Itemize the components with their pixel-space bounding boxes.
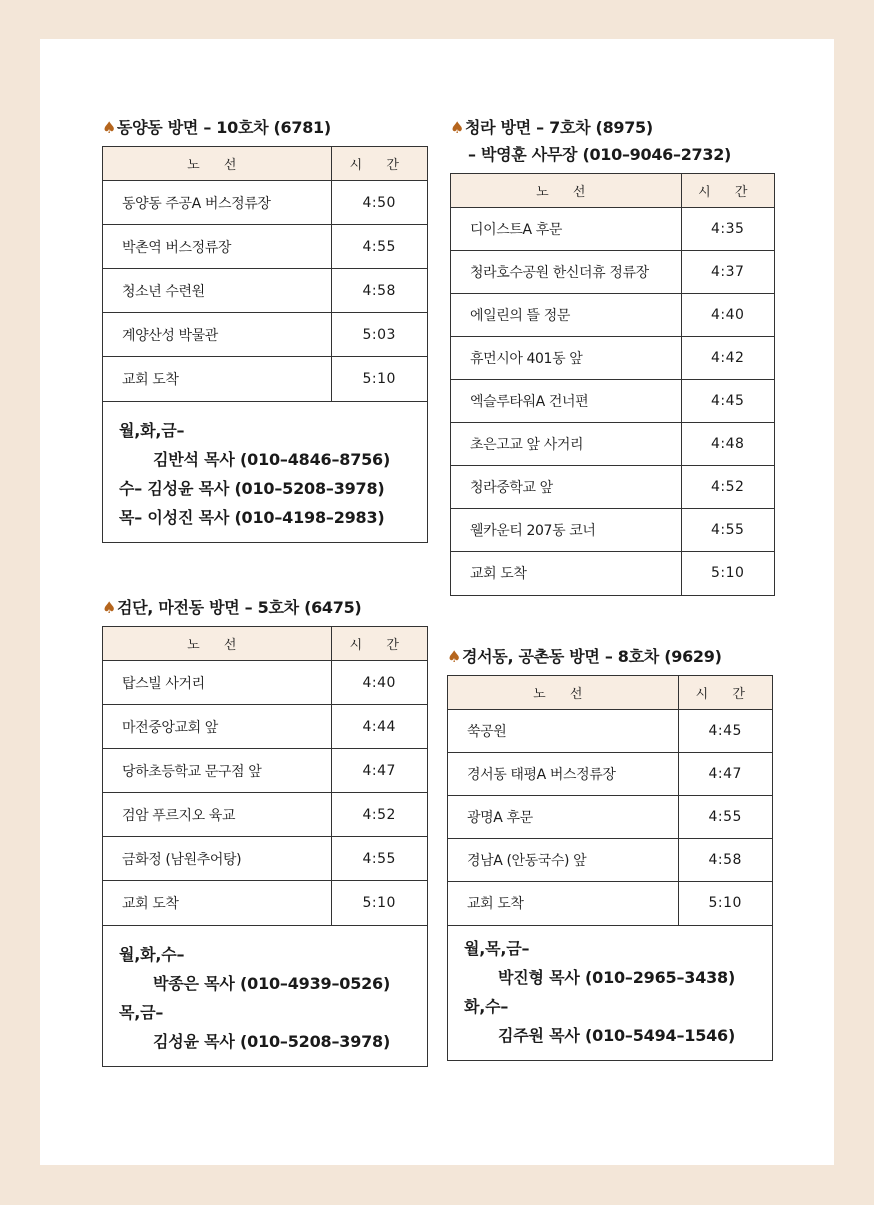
section-geomdan <box>102 598 428 1067</box>
contact-days: 월,화,금– <box>119 420 185 440</box>
stop-time: 5:10 <box>331 881 427 925</box>
stop-name: 교회 도착 <box>122 371 179 388</box>
spade-icon: ♠ <box>102 118 117 137</box>
section-title <box>102 598 428 618</box>
stop-time: 4:40 <box>331 661 427 705</box>
section-gyeongseo <box>447 647 773 1061</box>
route-table <box>103 147 427 401</box>
contacts <box>103 401 427 542</box>
stop-time: 4:44 <box>331 705 427 749</box>
table-row <box>103 357 427 401</box>
contact-line: 김성윤 목사 (010–5208–3978) <box>153 1031 391 1051</box>
stop-name: 청소년 수련원 <box>103 269 331 313</box>
table-row <box>451 509 774 552</box>
section-title <box>447 647 773 667</box>
spade-icon: ♠ <box>102 598 117 617</box>
route-box <box>447 675 773 1061</box>
stop-name: 금화정 (남원추어탕) <box>103 837 331 881</box>
stop-time: 4:48 <box>681 423 774 466</box>
stop-time: 4:35 <box>681 208 774 251</box>
stop-time: 4:40 <box>681 294 774 337</box>
stop-time: 4:50 <box>331 181 427 225</box>
section-title-text: 경서동, 공촌동 방면 – 8호차 (9629) <box>462 647 722 666</box>
contact-line: 김주원 목사 (010–5494–1546) <box>498 1025 736 1045</box>
stop-time: 4:47 <box>678 753 772 796</box>
table-row <box>103 837 427 881</box>
table-header-row <box>103 627 427 661</box>
stop-time: 4:45 <box>678 710 772 753</box>
table-row <box>103 793 427 837</box>
stop-time: 4:52 <box>681 466 774 509</box>
stop-time: 5:10 <box>331 357 427 401</box>
stop-name: 초은고교 앞 사거리 <box>451 423 681 466</box>
contact-line: 김반석 목사 (010–4846–8756) <box>153 449 391 469</box>
section-title <box>102 118 428 138</box>
stop-name: 청라호수공원 한신더휴 정류장 <box>451 251 681 294</box>
route-box <box>102 626 428 1067</box>
time-header: 시 간 <box>331 147 427 181</box>
stop-time: 4:58 <box>678 839 772 882</box>
table-row <box>448 796 772 839</box>
route-header: 노 선 <box>451 174 681 208</box>
stop-name: 박촌역 버스정류장 <box>103 225 331 269</box>
route-box <box>102 146 428 543</box>
table-row <box>103 661 427 705</box>
table-row <box>103 269 427 313</box>
stop-name: 당하초등학교 문구점 앞 <box>103 749 331 793</box>
time-header: 시 간 <box>678 676 772 710</box>
stop-name: 웰카운티 207동 코너 <box>451 509 681 552</box>
table-row <box>448 753 772 796</box>
stop-name: 검암 푸르지오 육교 <box>103 793 331 837</box>
table-header-row <box>103 147 427 181</box>
stop-name: 휴먼시아 401동 앞 <box>451 337 681 380</box>
contact-line: 수– 김성윤 목사 (010–5208–3978) <box>119 478 385 498</box>
stop-time: 5:03 <box>331 313 427 357</box>
stop-name: 마전중앙교회 앞 <box>103 705 331 749</box>
route-box <box>450 173 775 596</box>
table-row <box>451 251 774 294</box>
stop-name: 엑슬루타워A 건너편 <box>451 380 681 423</box>
time-header: 시 간 <box>331 627 427 661</box>
section-title-text: 검단, 마전동 방면 – 5호차 (6475) <box>117 598 362 617</box>
section-dongyang <box>102 118 428 543</box>
section-title-text: 동양동 방면 – 10호차 (6781) <box>117 118 331 137</box>
table-row <box>103 705 427 749</box>
table-row <box>451 294 774 337</box>
table-row <box>103 181 427 225</box>
table-row <box>451 552 774 595</box>
spade-icon: ♠ <box>450 118 465 137</box>
section-title <box>450 118 775 138</box>
section-subtitle: – 박영훈 사무장 (010–9046–2732) <box>468 145 732 164</box>
stop-time: 4:55 <box>678 796 772 839</box>
route-table <box>103 627 427 925</box>
route-header: 노 선 <box>103 147 331 181</box>
stop-time: 4:45 <box>681 380 774 423</box>
stop-name: 탑스빌 사거리 <box>103 661 331 705</box>
stop-name: 교회 도착 <box>467 896 524 913</box>
stop-time: 4:47 <box>331 749 427 793</box>
stop-time: 4:55 <box>331 225 427 269</box>
stop-name: 교회 도착 <box>470 566 527 583</box>
stop-name: 계양산성 박물관 <box>103 313 331 357</box>
section-cheongna <box>450 118 775 596</box>
stop-name: 교회 도착 <box>122 895 179 912</box>
table-row <box>103 749 427 793</box>
table-header-row <box>451 174 774 208</box>
spade-icon: ♠ <box>447 647 462 666</box>
stop-time: 4:55 <box>681 509 774 552</box>
table-row <box>451 337 774 380</box>
stop-time: 4:37 <box>681 251 774 294</box>
contact-line: 목– 이성진 목사 (010–4198–2983) <box>119 507 385 527</box>
contact-days: 화,수– <box>464 996 509 1016</box>
route-table <box>451 174 774 595</box>
contact-days: 월,목,금– <box>464 938 530 958</box>
table-row <box>448 882 772 925</box>
table-row <box>451 423 774 466</box>
route-header: 노 선 <box>448 676 678 710</box>
stop-name: 광명A 후문 <box>448 796 678 839</box>
stop-time: 4:42 <box>681 337 774 380</box>
stop-name: 에일린의 뜰 정문 <box>451 294 681 337</box>
contact-days: 월,화,수– <box>119 944 185 964</box>
stop-time: 4:58 <box>331 269 427 313</box>
stop-time: 4:52 <box>331 793 427 837</box>
contact-line: 박종은 목사 (010–4939–0526) <box>153 973 391 993</box>
stop-time: 5:10 <box>681 552 774 595</box>
stop-name: 동양동 주공A 버스정류장 <box>103 181 331 225</box>
stop-name: 쑥공원 <box>448 710 678 753</box>
table-row <box>448 839 772 882</box>
table-row <box>451 380 774 423</box>
stop-time: 4:55 <box>331 837 427 881</box>
table-row <box>448 710 772 753</box>
route-table <box>448 676 772 925</box>
stop-time: 5:10 <box>678 882 772 925</box>
stop-name: 경서동 태평A 버스정류장 <box>448 753 678 796</box>
table-row <box>451 208 774 251</box>
route-header: 노 선 <box>103 627 331 661</box>
stop-name: 디이스트A 후문 <box>451 208 681 251</box>
table-row <box>103 225 427 269</box>
table-row <box>103 881 427 925</box>
stop-name: 청라중학교 앞 <box>451 466 681 509</box>
page <box>40 39 834 1165</box>
table-row <box>103 313 427 357</box>
section-title-text: 청라 방면 – 7호차 (8975) <box>465 118 653 137</box>
stop-name: 경남A (안동국수) 앞 <box>448 839 678 882</box>
table-header-row <box>448 676 772 710</box>
table-row <box>451 466 774 509</box>
contacts <box>448 925 772 1060</box>
contacts <box>103 925 427 1066</box>
contact-days: 목,금– <box>119 1002 164 1022</box>
contact-line: 박진형 목사 (010–2965–3438) <box>498 967 736 987</box>
time-header: 시 간 <box>681 174 774 208</box>
